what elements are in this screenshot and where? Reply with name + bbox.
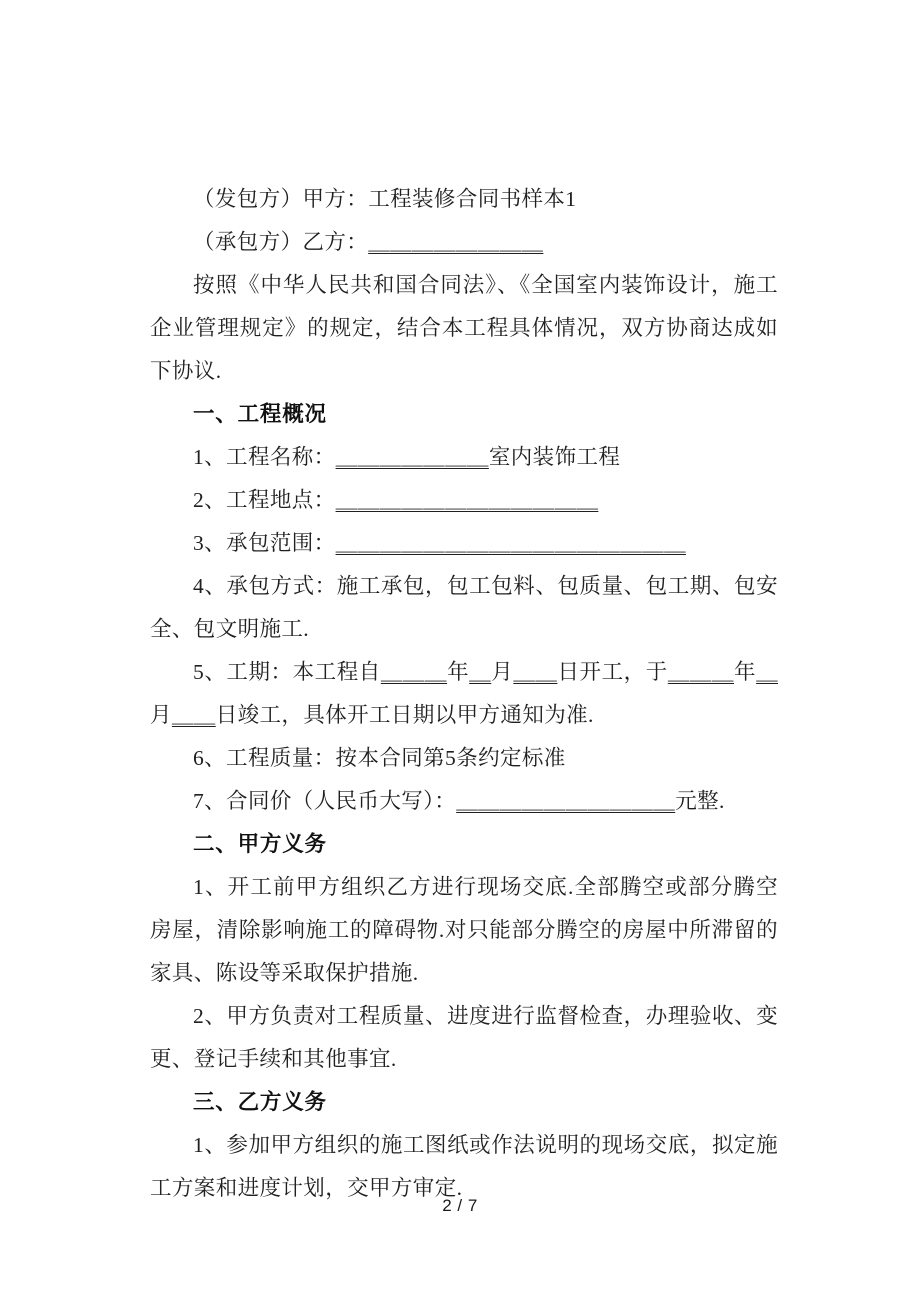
document-body (150, 178, 778, 1210)
section-heading-1: 一、工程概况 (193, 402, 327, 426)
item-1-1-project-name (150, 436, 778, 479)
item-1-5-duration-fill-blank-1[interactable]: ＿＿＿ (380, 660, 448, 684)
item-1-5-duration-text-0: 5、工期：本工程自 (193, 660, 381, 684)
item-1-5-duration-text-10: 月 (150, 703, 172, 727)
item-1-5-duration (150, 651, 778, 737)
party-a-line: （发包方）甲方：工程装修合同书样本1 (193, 187, 577, 211)
item-1-5-duration-text-2: 年 (447, 660, 470, 684)
party-b-line-label: （承包方）乙方： (193, 230, 369, 254)
item-1-5-duration-text-4: 月 (491, 660, 514, 684)
item-1-7-contract-price-fill-blank[interactable]: ＿＿＿＿＿＿＿＿＿＿ (456, 789, 676, 813)
section-heading-2: 二、甲方义务 (193, 832, 327, 856)
party-b-line-fill-blank[interactable]: ＿＿＿＿＿＿＿＿ (368, 230, 544, 254)
item-1-1-project-name-fill-blank[interactable]: ＿＿＿＿＿＿＿ (335, 445, 489, 469)
item-2-2-party-a-duty-2: 2、甲方负责对工程质量、进度进行监督检查，办理验收、变更、登记手续和其他事宜. (150, 1004, 778, 1071)
section-heading-3: 三、乙方义务 (193, 1090, 327, 1114)
item-1-5-duration-fill-blank-3[interactable]: ＿ (469, 660, 492, 684)
item-1-2-project-location-fill-blank[interactable]: ＿＿＿＿＿＿＿＿＿＿＿＿ (335, 488, 599, 512)
item-1-4-contract-method: 4、承包方式：施工承包，包工包料、包质量、包工期、包安全、包文明施工. (150, 574, 778, 641)
item-1-2-project-location-label: 2、工程地点： (193, 488, 336, 512)
item-2-1-party-a-duty-1: 1、开工前甲方组织乙方进行现场交底.全部腾空或部分腾空房屋，清除影响施工的障碍物.对只能部分腾空的房屋中所滞留的家具、陈设等采取保护措施. (150, 875, 778, 985)
item-1-2-project-location (150, 479, 778, 522)
item-1-1-project-name-label: 1、工程名称： (193, 445, 336, 469)
party-b-line (150, 221, 778, 264)
item-1-7-contract-price (150, 780, 778, 823)
item-1-6-quality: 6、工程质量：按本合同第5条约定标准 (193, 746, 566, 770)
preamble-paragraph: 按照《中华人民共和国合同法》、《全国室内装饰设计，施工企业管理规定》的规定，结合本工程具体情况，双方协商达成如下协议. (150, 273, 778, 383)
item-1-5-duration-fill-blank-7[interactable]: ＿＿＿ (667, 660, 735, 684)
item-1-5-duration-fill-blank-11[interactable]: ＿＿ (171, 703, 216, 727)
page-number-footer: 2 / 7 (442, 1196, 478, 1215)
item-1-5-duration-fill-blank-9[interactable]: ＿ (756, 660, 779, 684)
item-1-3-contract-scope-fill-blank[interactable]: ＿＿＿＿＿＿＿＿＿＿＿＿＿＿＿＿ (335, 531, 686, 555)
item-3-1-party-b-duty-1: 1、参加甲方组织的施工图纸或作法说明的现场交底，拟定施工方案和进度计划，交甲方审定. (150, 1133, 778, 1200)
item-1-3-contract-scope-label: 3、承包范围： (193, 531, 336, 555)
item-1-7-contract-price-suffix: 元整. (675, 789, 725, 813)
item-1-1-project-name-suffix: 室内装饰工程 (488, 445, 621, 469)
item-1-7-contract-price-label: 7、合同价（人民币大写）： (193, 789, 457, 813)
item-1-3-contract-scope (150, 522, 778, 565)
item-1-5-duration-text-8: 年 (734, 660, 757, 684)
item-1-5-duration-fill-blank-5[interactable]: ＿＿ (513, 660, 558, 684)
item-1-5-duration-text-6: 日开工，于 (557, 660, 668, 684)
item-1-5-duration-text-12: 日竣工，具体开工日期以甲方通知为准. (215, 703, 594, 727)
